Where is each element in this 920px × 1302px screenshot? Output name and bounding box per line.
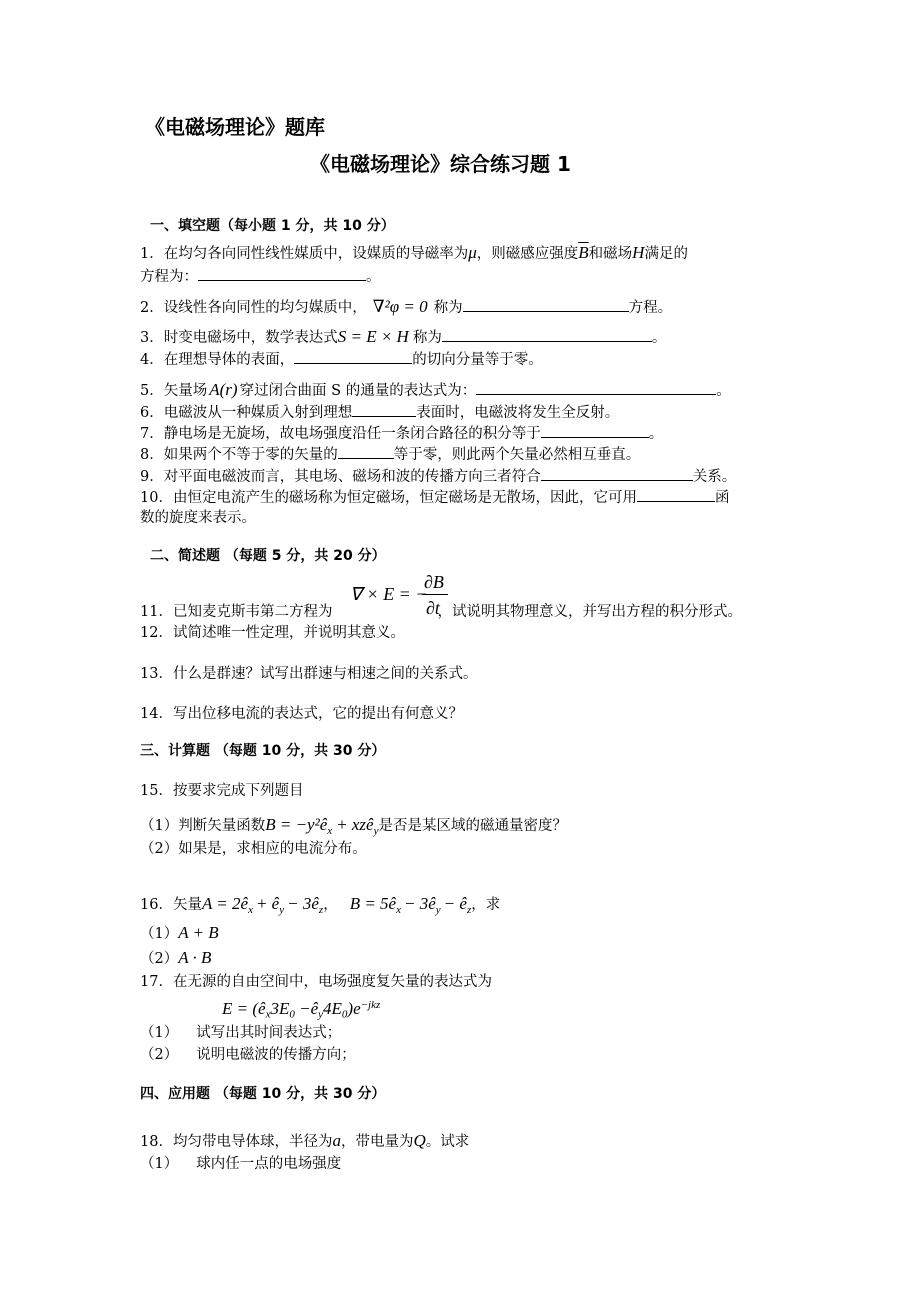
formula-complex-E xyxy=(222,996,380,1024)
formula-part: − 3ê xyxy=(403,894,436,913)
question-text: 满足的 xyxy=(644,246,688,262)
formula-B-field: B = −y²ê xyxy=(265,815,328,834)
answer-blank xyxy=(294,349,412,364)
formula-H: H xyxy=(632,243,645,262)
formula-poynting: S = E × H xyxy=(337,327,409,346)
question-text: 8．如果两个不等于零的矢量的 xyxy=(140,447,338,463)
question-8 xyxy=(140,444,640,464)
question-text: 的切向分量等于零。 xyxy=(412,352,543,368)
question-11 xyxy=(140,603,742,621)
question-2 xyxy=(140,297,672,317)
question-text: （2） xyxy=(140,951,179,967)
question-text: 和磁场 xyxy=(588,246,633,262)
question-text: 。 xyxy=(648,426,664,442)
formula-part: y xyxy=(373,824,379,837)
question-10-line-2: 数的旋度来表示。 xyxy=(140,510,256,526)
formula-part: E = (ê xyxy=(222,998,266,1018)
question-4 xyxy=(140,349,543,369)
question-text: 称为 xyxy=(412,330,442,346)
question-3 xyxy=(140,327,666,347)
question-text: （2） xyxy=(140,1047,179,1063)
answer-blank xyxy=(198,266,366,281)
formula-A-vector: A = 2ê xyxy=(201,894,249,913)
question-14: 14．写出位移电流的表达式，它的提出有何意义？ xyxy=(140,706,463,722)
question-text: 。试求 xyxy=(425,1134,470,1150)
question-text: 2．设线性各向同性的均匀媒质中， xyxy=(140,300,367,316)
question-10-line-1 xyxy=(140,487,729,507)
question-text: ，则磁感应强度 xyxy=(476,246,579,262)
question-text: （1） xyxy=(140,926,179,942)
formula-part: y xyxy=(318,1008,324,1021)
question-text: ，求 xyxy=(471,897,501,913)
question-15-part-1 xyxy=(140,816,567,840)
question-text: 等于零，则此两个矢量必然相互垂直。 xyxy=(393,447,641,463)
question-text: 10．由恒定电流产生的磁场称为恒定磁场，恒定磁场是无散场，因此，它可用 xyxy=(140,490,637,506)
question-text: 3．时变电磁场中，数学表达式 xyxy=(140,330,338,346)
question-text: 球内任一点的电场强度 xyxy=(196,1156,342,1172)
fraction-bar xyxy=(422,594,448,595)
question-1-line-1 xyxy=(140,244,688,263)
question-text: 函 xyxy=(714,490,730,506)
question-text: 1．在均匀各向同性线性媒质中，设媒质的导磁率为 xyxy=(140,246,469,262)
formula-part: −jkz xyxy=(360,999,381,1011)
formula-part: 0 xyxy=(289,1008,295,1021)
formula-part: x xyxy=(396,903,401,916)
question-text: 9．对平面电磁波而言，其电场、磁场和波的传播方向三者符合 xyxy=(140,469,541,485)
formula-A-dot-B: A · B xyxy=(178,948,212,967)
answer-blank xyxy=(541,423,649,438)
document-title: 《电磁场理论》题库 xyxy=(145,115,325,139)
formula-part: − ê xyxy=(443,894,467,913)
formula-part: x xyxy=(327,824,333,837)
question-17-part-1 xyxy=(140,1024,341,1042)
question-6 xyxy=(140,402,619,422)
section-heading-fill-blank: 一、填空题（每小题 1 分，共 10 分） xyxy=(150,218,395,234)
question-9 xyxy=(140,466,736,486)
question-15: 15．按要求完成下列题目 xyxy=(140,783,304,799)
answer-blank xyxy=(463,297,629,312)
question-text: 11．已知麦克斯韦第二方程为 xyxy=(140,604,333,620)
question-text: 表面时，电磁波将发生全反射。 xyxy=(416,405,620,421)
formula-A-of-r: A(r) xyxy=(209,380,238,399)
formula-Q: Q xyxy=(413,1131,426,1150)
question-text: （1） xyxy=(140,1025,179,1041)
formula-part: 4E xyxy=(323,998,342,1018)
question-text: 关系。 xyxy=(692,469,737,485)
question-text: 说明电磁波的传播方向； xyxy=(196,1047,356,1063)
question-text: ，试说明其物理意义，并写出方程的积分形式。 xyxy=(437,604,742,620)
formula-dt: ∂t xyxy=(426,598,440,618)
question-text: 5．矢量场 xyxy=(140,383,208,399)
answer-blank xyxy=(541,466,693,481)
formula-part: −ê xyxy=(294,998,319,1018)
formula-part: x xyxy=(265,1008,271,1021)
formula-A-plus-B: A + B xyxy=(178,923,219,942)
answer-blank xyxy=(637,487,715,502)
formula-part: z xyxy=(466,903,472,916)
formula-part: + ê xyxy=(255,894,280,913)
question-text: 16．矢量 xyxy=(140,897,202,913)
answer-blank xyxy=(476,380,716,395)
question-text: 穿过闭合曲面 S 的通量的表达式为： xyxy=(239,383,477,399)
formula-part: y xyxy=(435,903,441,916)
question-text: （1） xyxy=(140,1156,179,1172)
formula-part: − 3ê xyxy=(287,894,319,913)
section-heading-application: 四、应用题 （每题 10 分，共 30 分） xyxy=(140,1086,386,1102)
question-5 xyxy=(140,380,731,400)
question-18 xyxy=(140,1132,469,1151)
question-text: 称为 xyxy=(433,300,463,316)
formula-part: z xyxy=(318,903,324,916)
formula-part: x xyxy=(248,903,253,916)
formula-dB: ∂B xyxy=(424,572,444,592)
answer-blank xyxy=(352,402,416,417)
question-16-part-2 xyxy=(140,949,211,968)
question-1-line-2 xyxy=(140,266,381,286)
question-17-part-2 xyxy=(140,1046,356,1064)
question-text: ，带电量为 xyxy=(340,1134,414,1150)
question-text: 6．电磁波从一种媒质入射到理想 xyxy=(140,405,353,421)
question-text: 方程。 xyxy=(628,300,673,316)
question-text: 。 xyxy=(651,330,667,346)
question-text: 。 xyxy=(716,383,731,399)
answer-blank xyxy=(338,444,394,459)
section-heading-short-answer: 二、简述题 （每题 5 分，共 20 分） xyxy=(150,548,386,564)
formula-curl-E: ∇ × E = − xyxy=(350,584,428,604)
formula-laplace: ∇²φ = 0 xyxy=(372,297,428,316)
formula-part: y xyxy=(279,903,285,916)
question-12: 12．试简述唯一性定理，并说明其意义。 xyxy=(140,625,405,641)
formula-B-field: + xzê xyxy=(336,815,374,834)
question-7 xyxy=(140,423,663,443)
question-text: 18．均匀带电导体球，半径为 xyxy=(140,1134,333,1150)
question-text: 方程为： xyxy=(140,269,198,285)
question-text: 7．静电场是无旋场，故电场强度沿任一条闭合路径的积分等于 xyxy=(140,426,541,442)
formula-part: 3E xyxy=(270,998,290,1018)
question-text: （1）判断矢量函数 xyxy=(140,818,266,834)
question-text: 试写出其时间表达式； xyxy=(196,1025,342,1041)
formula-mu: μ xyxy=(468,243,477,262)
question-15-part-2: （2）如果是，求相应的电流分布。 xyxy=(140,841,367,857)
question-13: 13．什么是群速？试写出群速与相速之间的关系式。 xyxy=(140,666,478,682)
answer-blank xyxy=(442,327,652,342)
question-text: 。 xyxy=(366,269,381,285)
question-text: 是否是某区域的磁通量密度？ xyxy=(378,818,567,834)
question-16-part-1 xyxy=(140,924,219,943)
formula-B: $\overline{B}$ xyxy=(578,243,589,262)
formula-part: )e xyxy=(347,998,361,1018)
question-17: 17．在无源的自由空间中，电场强度复矢量的表达式为 xyxy=(140,974,492,990)
question-text: ， xyxy=(323,897,338,913)
formula-part: 0 xyxy=(341,1008,348,1021)
question-16 xyxy=(140,895,500,919)
question-18-part-1 xyxy=(140,1155,341,1173)
formula-a: a xyxy=(332,1131,341,1150)
section-heading-calculation: 三、计算题 （每题 10 分，共 30 分） xyxy=(140,743,386,759)
question-text: 4．在理想导体的表面， xyxy=(140,352,295,368)
exercise-title: 《电磁场理论》综合练习题 1 xyxy=(310,152,571,176)
formula-B-vector: B = 5ê xyxy=(349,894,397,913)
